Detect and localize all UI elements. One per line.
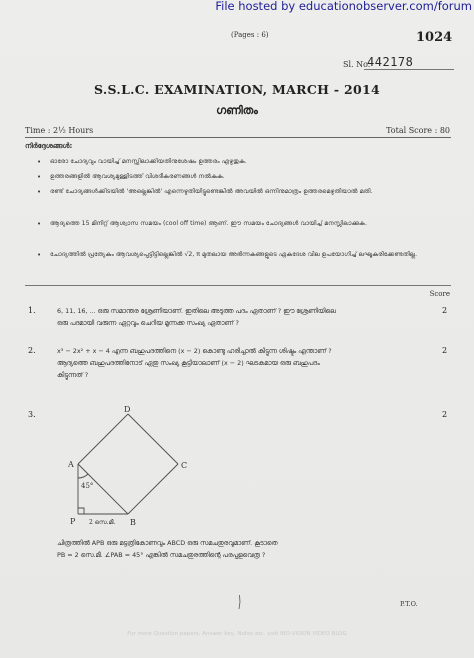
bullet-icon: • (37, 173, 42, 181)
instructions-divider (25, 285, 451, 286)
instruction-item (37, 250, 445, 260)
question-number: 1. (28, 306, 36, 315)
question-line: കിട്ടുന്നത് ? (57, 371, 89, 379)
instruction-text: രണ്ട് ചോദ്യങ്ങൾക്കിടയിൽ 'അല്ലെങ്കിൽ' എന്നെഴുതിയിട്ടുണ്ടെങ്കിൽ അവയിൽ ഒന്നിനുമാത്രം ഉത്തരമെഴുതിയാൽ മതി. (50, 188, 373, 195)
score-column-header: Score (429, 290, 450, 298)
question-number: 2. (28, 346, 36, 355)
question-score: 2 (442, 410, 448, 419)
serial-number-label: Sl. No. (343, 60, 371, 69)
exam-title: S.S.L.C. EXAMINATION, MARCH - 2014 (94, 82, 380, 97)
side-AD (78, 414, 128, 464)
paper-code: 1024 (416, 30, 453, 45)
right-angle-mark (78, 508, 84, 514)
serial-number-value: 442178 (367, 55, 414, 69)
side-CB (128, 464, 178, 514)
label-C: C (181, 461, 188, 470)
instruction-text: ഓരോ ചോദ്യവും വായിച്ച് മനസ്സിലാക്കിയതിനുശേഷം ഉത്തരം എഴുതുക. (50, 158, 247, 165)
pen-mark (238, 595, 241, 609)
label-B: B (130, 518, 136, 527)
question-line: ആദ്യത്തെ ബഹുപദത്തിനോട് ഏതു സംഖ്യ കൂട്ടിയാലാണ് (x − 2) ഘടകമായ ഒരു ബഹുപദം (57, 359, 320, 367)
label-A: A (68, 460, 74, 469)
total-score: Total Score : 80 (386, 126, 450, 135)
question-text (57, 305, 427, 329)
bullet-icon: • (37, 188, 42, 196)
hosted-by-watermark[interactable]: File hosted by educationobserver.com/forum (215, 0, 472, 13)
angle-label: 45° (81, 482, 94, 490)
instruction-item (37, 157, 445, 167)
bullet-icon: • (37, 220, 42, 228)
label-D: D (124, 405, 131, 414)
instruction-item (37, 187, 445, 197)
label-P: P (70, 517, 76, 526)
instructions-title: നിർദ്ദേശങ്ങൾ: (25, 142, 73, 150)
time-allowed: Time : 2½ Hours (25, 126, 94, 135)
header-divider (25, 137, 451, 138)
question-line: 6, 11, 16, ... ഒരു സമാന്തര ശ്രേണിയാണ്. ഇതിലെ അടുത്ത പദം ഏതാണ് ? ഈ ശ്രേണിയിലെ (57, 307, 336, 315)
question-line: ഒരു പദമായി വരുന്ന ഏറ്റവും ചെറിയ മൂന്നക്ക സംഖ്യ ഏതാണ് ? (57, 319, 239, 327)
angle-arc (78, 474, 88, 478)
instruction-text: ഉത്തരങ്ങളിൽ ആവശ്യമുള്ളിടത്ത് വിശദീകരണങ്ങൾ നൽകുക. (50, 173, 225, 180)
question-line: PB = 2 സെ.മീ. ∠PAB = 45° എങ്കിൽ സമചതുരത്തിന്റെ പരപ്പളവെത്ര ? (57, 551, 266, 559)
geometry-figure (60, 402, 200, 532)
instruction-item (37, 172, 445, 182)
question-text (57, 537, 427, 561)
question-text (57, 345, 427, 381)
serial-number-underline (364, 69, 454, 70)
instruction-text: ചോദ്യത്തിൽ പ്രത്യേകം ആവശ്യപ്പെട്ടിട്ടില്ലെങ്കിൽ √2, π മുതലായ അഭിന്നകങ്ങളുടെ ഏകദേശ വില ഉപയോഗിച്ച് ലഘൂകരിക്കേണ്ടതില്ല. (50, 251, 418, 258)
instruction-text: ആദ്യത്തെ 15 മിനിറ്റ് ആശ്വാസ സമയം (cool off time) ആണ്. ഈ സമയം ചോദ്യങ്ങൾ വായിച്ച് മനസ്സിലാക്കുക. (50, 220, 367, 227)
footer-watermark: For more Question papers, Answer key, Notes etc. visit BIO-VISION VIDEO BLOG (127, 631, 347, 637)
question-line: x³ − 2x² + x − 4 എന്ന ബഹുപദത്തിനെ (x − 2) കൊണ്ടു ഹരിച്ചാൽ കിട്ടുന്ന ശിഷ്ടം എന്താണ് ? (57, 347, 332, 355)
side-length-label: 2 സെ.മീ. (89, 519, 116, 526)
side-DC (128, 414, 178, 464)
page-count: (Pages : 6) (231, 31, 269, 39)
bullet-icon: • (37, 251, 42, 259)
subject-title: ഗണിതം (216, 104, 258, 117)
question-line: ചിത്രത്തിൽ APB ഒരു മട്ടത്രികോണവും ABCD ഒരു സമചതുരവുമാണ്. കൂടാതെ (57, 539, 278, 547)
question-score: 2 (442, 306, 448, 315)
question-number: 3. (28, 410, 36, 419)
please-turn-over: P.T.O. (400, 600, 418, 608)
instruction-item (37, 219, 445, 229)
bullet-icon: • (37, 158, 42, 166)
question-score: 2 (442, 346, 448, 355)
